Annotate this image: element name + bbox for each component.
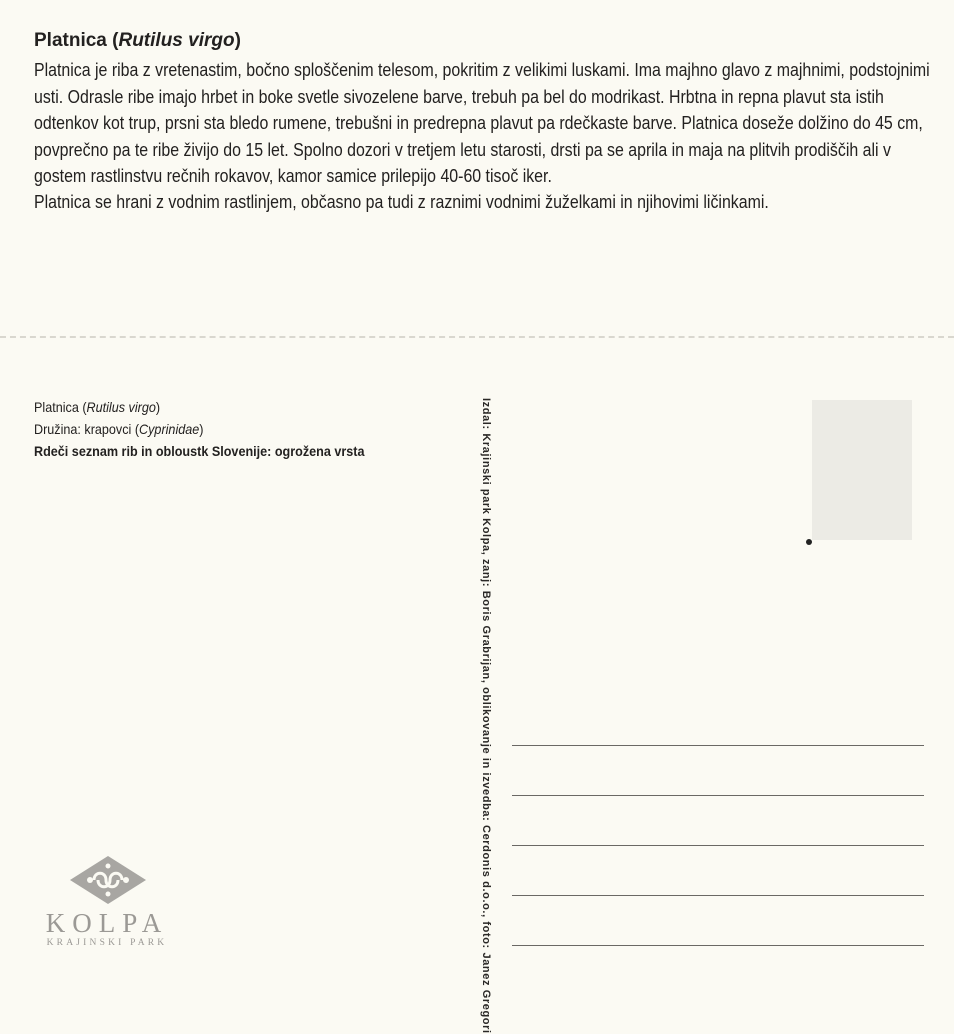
- kolpa-logo: [32, 852, 182, 952]
- title-paren: ): [234, 30, 241, 51]
- description-paragraph-2: Platnica se hrani z vodnim rastlinjem, občasno pa tudi z raznimi vodnimi žuželkami in njihovimi ličinkami.: [34, 191, 769, 212]
- address-line-5: [512, 945, 924, 946]
- logo-name: KOLPA: [45, 908, 169, 938]
- diamond-knot-icon: [68, 854, 148, 906]
- address-line-3: [512, 845, 924, 846]
- description-title: [34, 30, 934, 52]
- family-line: [34, 418, 364, 440]
- family-suffix: ): [199, 421, 204, 437]
- publisher-credits: Izdal: Krajinski park Kolpa, zanj: Boris Grabrijan, oblikovanje in izvedba: Cerdonis d.o.o., foto: Janez Gregori: [480, 398, 492, 1034]
- species-name-suffix: ): [155, 399, 161, 415]
- address-line-4: [512, 895, 924, 896]
- species-info: [34, 396, 401, 462]
- description-block: [34, 30, 934, 216]
- description-paragraph-1: Platnica je riba z vretenastim, bočno sploščenim telesom, pokritim z velikimi luskami. Ima majhno glavo z majhnimi, podstojnimi usti. Odrasle ribe imajo hrbet in boke svetle sivozelene barve, trebuh pa bel do modrikast. Hrbtna in repna plavut sta istih odtenkov kot trup, prsni sta bledo rumene, trebušni in predrepna plavut pa rdečkaste barve. Platnica doseže dolžino do 45 cm, povprečno pa te ribe živijo do 15 let. Spolno dozori v tretjem letu starosti, drsti pa se aprila in maja na plitvih prodiščih ali v gostem rastlinstvu rečnih rokavov, kamor samice prilepijo 40-60 tisoč iker.: [34, 59, 930, 186]
- fold-line: [0, 336, 954, 338]
- dot-mark: [806, 539, 812, 545]
- species-name-line: [34, 396, 364, 418]
- title-latin-name: Rutilus virgo: [118, 30, 235, 51]
- family-prefix: Družina: krapovci (: [34, 421, 140, 437]
- logo-subtitle: KRAJINSKI PARK: [46, 938, 168, 948]
- address-line-1: [512, 745, 924, 746]
- species-name-prefix: Platnica (: [34, 399, 87, 415]
- family-latin-name: Cyprinidae: [139, 421, 200, 437]
- stamp-area: [812, 400, 912, 540]
- address-line-2: [512, 795, 924, 796]
- title-common-name: Platnica (: [34, 30, 119, 51]
- red-list-status: Rdeči seznam rib in obloustk Slovenije: ogrožena vrsta: [34, 443, 365, 459]
- species-latin-name: Rutilus virgo: [86, 399, 156, 415]
